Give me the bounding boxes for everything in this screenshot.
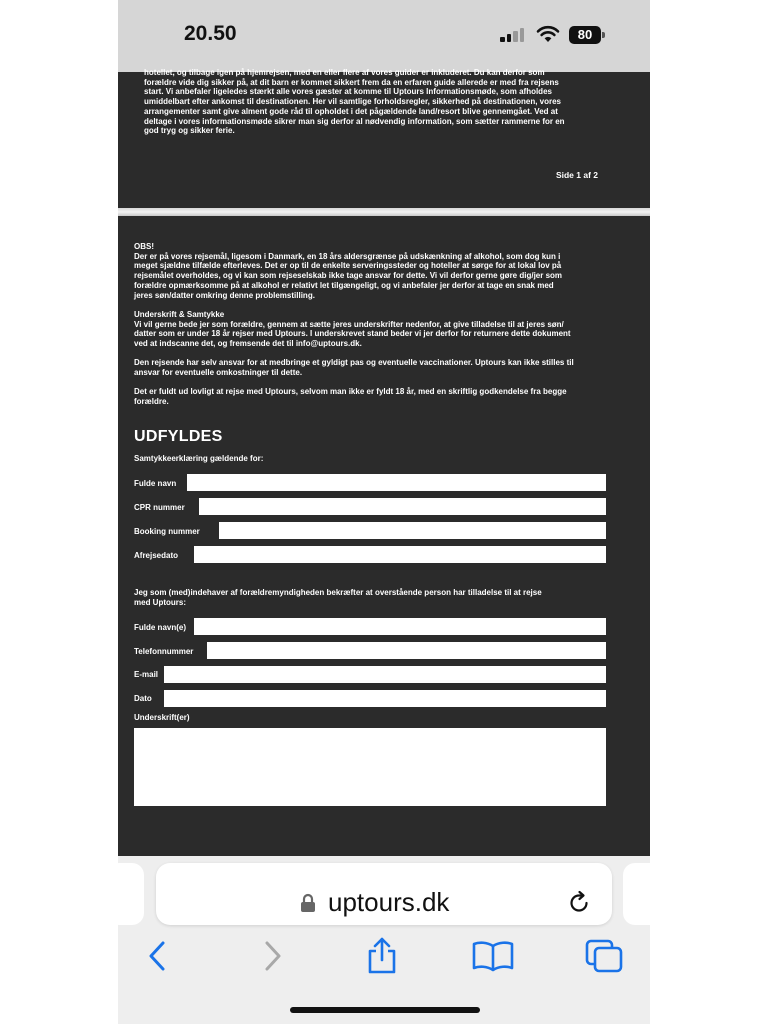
text-line: ansvar for eventuelle omkostninger til dette. [134, 367, 303, 377]
form-subtitle: Samtykkeerklæring gældende for: [134, 454, 264, 463]
text-line: umiddelbart efter ankomst til destinationen. Her vil samtlige forholdsregler, sikkerhed på destinationen, vores [144, 97, 561, 107]
text-line: Der er på vores rejsemål, ligesom i Danmark, en 18 års aldersgrænse på udskænkning af alkohol, som dog kun i [134, 251, 561, 261]
field-label-full-name: Fulde navn [134, 479, 177, 488]
field-label-cpr: CPR nummer [134, 503, 185, 512]
text-line: jeres søn/datter omkring denne problemstilling. [134, 290, 315, 300]
text-line: arrangementer samt give alment gode råd til opholdet i det pågældende land/resort blive gennemgået. Ved at [144, 106, 558, 116]
cpr-input[interactable] [199, 498, 606, 515]
parent-names-input[interactable] [194, 618, 606, 635]
field-label-date: Dato [134, 694, 152, 703]
status-bar [118, 0, 650, 72]
phone-screen [118, 0, 650, 1024]
lock-icon [300, 893, 316, 913]
text-line: forældre vide dig sikker på, at dit barn er kommet sikkert frem da en erfaren guide allerede er med fra rejsens [144, 77, 559, 87]
text-line: meget sjældne tilfælde efterleves. Det er op til de enkelte serveringssteder og hoteller at sørge for at lokal lov på [134, 261, 562, 271]
text-line: start. Vi anbefaler ligeledes stærkt alle vores gæster at komme til Uptours Informationsmøde, som afholdes [144, 87, 552, 97]
obs-section [134, 242, 628, 300]
signature-consent-title: Underskrift & Samtykke [134, 310, 225, 319]
text-line: god tryg og sikker ferie. [144, 126, 235, 136]
address-bar[interactable] [156, 863, 612, 925]
wifi-icon [536, 25, 560, 43]
field-label-phone: Telefonnummer [134, 647, 194, 656]
phone-input[interactable] [207, 642, 606, 659]
legal-section [134, 387, 628, 406]
previous-tab-preview[interactable] [118, 863, 144, 925]
field-label-parent-names: Fulde navn(e) [134, 623, 187, 632]
text-line: deltage i vores informationsmøde sikrer man sig derfor al nødvendig information, som sætter rammerne for en [144, 116, 565, 126]
signal-icon [500, 28, 526, 42]
signature-input[interactable] [134, 728, 606, 806]
text-line: Det er fuldt ud lovligt at rejse med Uptours, selvom man ikke er fyldt 18 år, med en skriftlig godkendelse fra begge [134, 387, 567, 396]
booking-number-input[interactable] [219, 522, 606, 539]
text-line: Jeg som (med)indehaver af forældremyndigheden bekræfter at overstående person har tilladelse til at rejse [134, 588, 542, 597]
share-icon[interactable] [364, 936, 400, 976]
battery-nub [602, 32, 605, 38]
back-icon[interactable] [146, 940, 170, 972]
battery-level: 80 [577, 27, 593, 42]
url-text: uptours.dk [328, 887, 450, 917]
departure-date-input[interactable] [194, 546, 606, 563]
battery-icon [569, 26, 601, 44]
field-label-booking: Booking nummer [134, 527, 200, 536]
full-name-input[interactable] [187, 474, 606, 491]
tabs-icon[interactable] [584, 938, 624, 974]
home-indicator [290, 1007, 480, 1013]
field-label-email: E-mail [134, 670, 159, 679]
reload-icon[interactable] [566, 890, 592, 916]
page-number: Side 1 af 2 [555, 170, 598, 180]
text-line: forældre opmærksomme på at alkohol er relativt let tilgængeligt, og vi anbefaler jer derfor at tage en snak med [134, 280, 554, 290]
field-label-departure: Afrejsedato [134, 551, 179, 560]
forward-icon[interactable] [260, 940, 284, 972]
date-input[interactable] [164, 690, 606, 707]
guardian-confirmation [134, 588, 604, 607]
passport-section [134, 358, 628, 377]
text-line: ved at indscanne det, og fremsende det til info@uptours.dk. [134, 339, 362, 349]
text-line: forældre. [134, 396, 169, 406]
signature-consent-section [134, 310, 628, 349]
obs-title: OBS! [134, 242, 154, 251]
browser-toolbar [118, 856, 650, 1024]
text-line: rejsemålet overholdes, og vi kan som rejseselskab ikke tage ansvar for dette. Vi vil derfor gerne gøre dig/jer som [134, 271, 563, 281]
pdf-page-2 [118, 216, 650, 856]
email-input[interactable] [164, 666, 606, 683]
page1-paragraph [144, 68, 614, 136]
text-line: med Uptours: [134, 597, 186, 607]
field-label-signature: Underskrift(er) [134, 713, 190, 722]
page-divider [118, 208, 650, 216]
status-time: 20.50 [184, 22, 237, 45]
pdf-page-1 [118, 68, 650, 208]
form-title: UDFYLDES [134, 428, 223, 445]
bookmarks-icon[interactable] [471, 940, 515, 972]
text-line: Vi vil gerne bede jer som forældre, gennem at sætte jeres underskrifter nedenfor, at give tilladelse til at jeres søn/ [134, 319, 564, 329]
text-line: datter som er under 18 år rejser med Uptours. I underskrevet stand beder vi jer derfor for returnere dette dokument [134, 329, 571, 339]
text-line: hotellet, og tilbage igen på hjemrejsen, med en eller flere af vores guider er inkluderet. Du kan derfor som [144, 68, 545, 77]
next-tab-preview[interactable] [623, 863, 650, 925]
text-line: Den rejsende har selv ansvar for at medbringe et gyldigt pas og eventuelle vaccinationer. Uptours kan ikke stilles til [134, 358, 574, 367]
